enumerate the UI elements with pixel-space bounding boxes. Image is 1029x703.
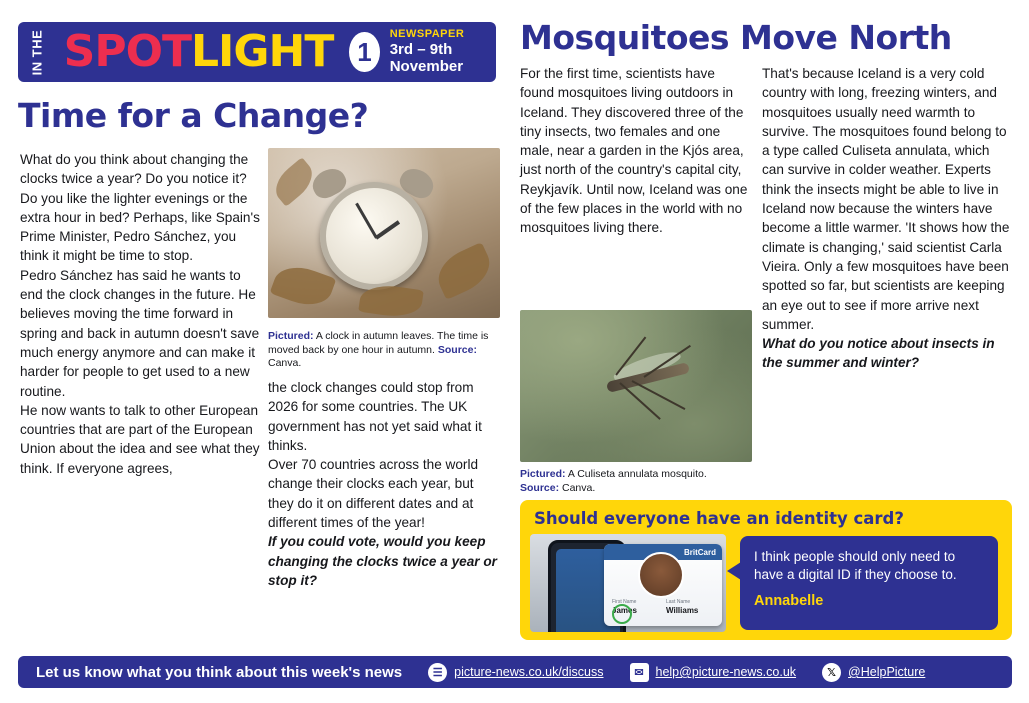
left-article-column-1 [20,150,260,478]
clock-photo-caption [268,330,498,371]
masthead-title-light: LIGHT [190,26,334,77]
opinion-speech-bubble [740,536,998,630]
right-article-column-1 [520,64,752,238]
paragraph: What do you think about changing the clocks twice a year? Do you notice it? Do you like the lighter evenings or the extra hour in bed? Perhaps, like Spain's Prime Minister, Pedro Sánchez, you think it might be time to stop. [20,152,260,264]
caption-source: Canva. [559,481,596,494]
masthead-title-spot: SPOT [63,26,191,77]
paragraph: For the first time, scientists have found mosquitoes living outdoors in Iceland. They discovered three of the tiny insects, two females and one male, near a garden in the Kjós area, just north of the country's capital city, Reykjavík. Until now, Iceland was one of the few places in the world with no mosquitoes living there. [520,66,748,236]
britcard-last-name: Williams [666,606,699,615]
clock-face [320,182,428,290]
footer-link-discuss-label: picture-news.co.uk/discuss [454,665,604,679]
caption-source: Canva. [268,357,302,370]
footer-link-x-label: @HelpPicture [848,665,926,679]
britcard-portrait [638,552,684,598]
opinion-author-name: Annabelle [754,593,824,610]
leaf-decoration [431,242,498,300]
footer-link-discuss[interactable] [428,663,603,682]
left-article-headline: Time for a Change? [18,96,369,135]
right-article-column-2 [762,64,1012,373]
paragraph: He now wants to talk to other European countries that are part of the European Union about the idea and see what they think. If everyone agrees, [20,402,260,476]
britcard-first-name-label: First Name [612,599,637,605]
britcard-first-name: James [612,606,637,615]
paragraph: Over 70 countries across the world change their clocks each year, but they do it on different dates and at different times of the year! [268,457,479,531]
identity-card-photo [530,534,726,632]
caption-source-label: Source: [520,481,560,494]
mosquito-photo-caption [520,468,752,495]
britcard-brand-label: BritCard [604,544,722,560]
caption-text: A Culiseta annulata mosquito. [565,468,707,480]
caption-label: Pictured: [520,468,566,480]
left-article-question: If you could vote, would you keep changing the clocks twice a year or stop it? [268,534,497,588]
issue-dates: 3rd – 9th November [389,41,464,76]
footer-link-email-label: help@picture-news.co.uk [655,665,797,679]
masthead [18,22,496,82]
footer-bar [18,656,1012,688]
opinion-box [520,500,1012,640]
britcard-mockup [604,544,722,626]
mosquito-photo [520,310,752,462]
caption-label: Pictured: [268,330,314,342]
check-circle-icon [612,604,632,624]
paragraph: the clock changes could stop from 2026 for some countries. The UK government has not yet said what it thinks. [268,380,482,453]
mosquito-leg [619,382,660,420]
envelope-icon: ✉ [630,663,649,682]
leaf-decoration [270,259,337,313]
footer-link-email[interactable] [630,663,797,682]
opinion-quote: I think people should only need to have a digital ID if they choose to. [754,549,957,583]
caption-text: A clock in autumn leaves. The time is moved back by one hour in autumn. [268,330,489,356]
footer-message: Let us know what you think about this week's news [36,663,403,681]
paragraph: Pedro Sánchez has said he wants to end the clock changes in the future. He believes moving the time forward in spring and back in autumn doesn't save much energy anymore and can make it harder for people to get used to a new routine. [20,267,260,399]
paragraph: That's because Iceland is a very cold country with long, freezing winters, and mosquitoes usually need warmth to survive. The mosquitoes found belong to a type called Culiseta annulata, which can survive in colder weather. Experts think the insects might be able to live in Iceland now because the winters have become a little warmer. 'It shows how the climate is changing,' said scientist Carla Vieira. Only a few mosquitoes have been spotted so far, but scientists are keeping an eye out to see if more arrive next summer. [762,66,1010,332]
clock-photo [268,148,500,318]
mosquito-leg [632,380,686,410]
speech-bubble-icon: ☰ [428,663,447,682]
opinion-title: Should everyone have an identity card? [534,509,904,528]
newspaper-label: NEWSPAPER [389,28,465,41]
left-article-column-2 [268,378,500,590]
right-article-question: What do you notice about insects in the summer and winter? [762,336,995,371]
x-logo-icon: 𝕏 [822,663,841,682]
masthead-title [63,26,334,77]
issue-number-badge: 1 [349,32,379,72]
right-article-headline: Mosquitoes Move North [520,18,952,57]
britcard-last-name-label: Last Name [666,599,691,605]
footer-link-x[interactable] [822,663,925,682]
masthead-in-the-label: IN THE [29,29,45,75]
caption-source-label: Source: [437,343,477,356]
issue-meta [390,28,496,75]
